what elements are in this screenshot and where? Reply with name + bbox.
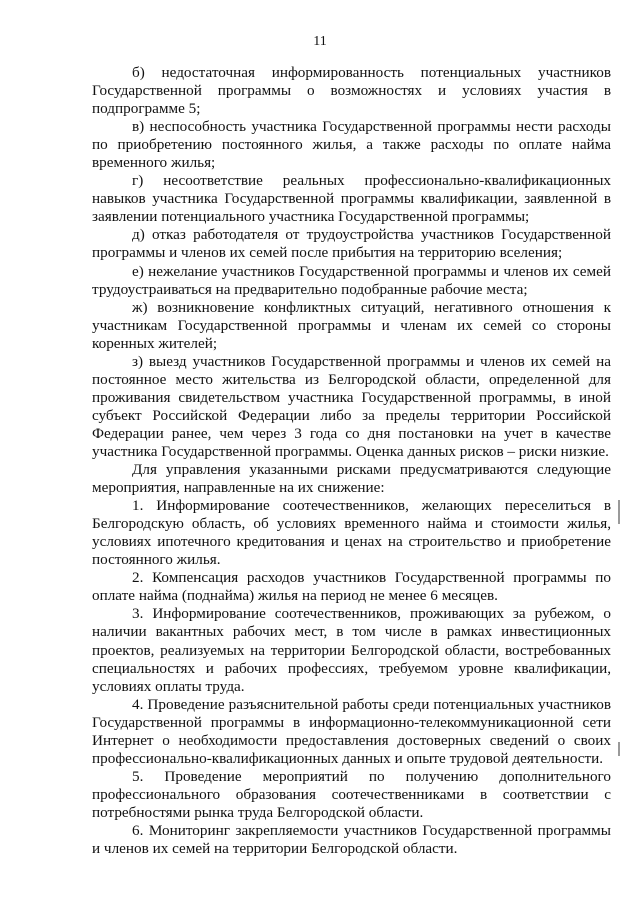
paragraph-risk-b: б) недостаточная информированность потенциальных участников Государственной программы о возможностях и условиях участия в подпрограмме 5;: [92, 64, 611, 118]
page-number: 11: [313, 34, 327, 49]
paragraph-measure-4: 4. Проведение разъяснительной работы среди потенциальных участников Государственной программы в информационно-телекоммуникационной сети Интернет о необходимости предоставления достоверных сведений о своих профессионально-квалификационных данных и опыте трудовой деятельности.: [92, 695, 611, 767]
paragraph-risk-d: д) отказ работодателя от трудоустройства участников Государственной программы и членов их семей после прибытия на территорию вселения;: [92, 226, 611, 262]
paragraph-measures-intro: Для управления указанными рисками предусматриваются следующие мероприятия, направленные на их снижение:: [92, 461, 611, 497]
paragraph-measure-1: 1. Информирование соотечественников, желающих переселиться в Белгородскую область, об условиях временного найма и стоимости жилья, условиях ипотечного кредитования и ценах на строительство и приобретение постоянного жилья.: [92, 497, 611, 569]
paragraph-measure-2: 2. Компенсация расходов участников Государственной программы по оплате найма (поднайма) жилья на период не менее 6 месяцев.: [92, 569, 611, 605]
document-body: [92, 64, 611, 858]
paragraph-risk-v: в) неспособность участника Государственной программы нести расходы по приобретению постоянного жилья, а также расходы по оплате найма временного жилья;: [92, 118, 611, 172]
paragraph-risk-e: е) нежелание участников Государственной программы и членов их семей трудоустраиваться на предварительно подобранные рабочие места;: [92, 262, 611, 298]
paragraph-measure-5: 5. Проведение мероприятий по получению дополнительного профессионального образования соотечественниками в соответствии с потребностями рынка труда Белгородской области.: [92, 767, 611, 821]
paragraph-risk-zh: ж) возникновение конфликтных ситуаций, негативного отношения к участникам Государственной программы и членам их семей со стороны коренных жителей;: [92, 298, 611, 352]
paragraph-measure-6: 6. Мониторинг закрепляемости участников Государственной программы и членов их семей на территории Белгородской области.: [92, 821, 611, 858]
paragraph-risk-g: г) несоответствие реальных профессионально-квалификационных навыков участника Государственной программы квалификации, заявленной в заявлении потенциального участника Государственной программы;: [92, 172, 611, 226]
scan-edge-mark: [618, 500, 620, 524]
scan-edge-mark: [618, 742, 620, 756]
paragraph-measure-3: 3. Информирование соотечественников, проживающих за рубежом, о наличии вакантных рабочих мест, в том числе в рамках инвестиционных проектов, реализуемых на территории Белгородской области, востребованных специальностях и рабочих профессиях, требуемом уровне квалификации, условиях оплаты труда.: [92, 605, 611, 695]
paragraph-risk-z: з) выезд участников Государственной программы и членов их семей на постоянное место жительства из Белгородской области, определенной для проживания свидетельством участника Государственной программы, в иной субъект Российской Федерации либо за пределы территории Российской Федерации ранее, чем через 3 года со дня постановки на учет в качестве участника Государственной программы. Оценка данных рисков – риски низкие.: [92, 352, 611, 460]
